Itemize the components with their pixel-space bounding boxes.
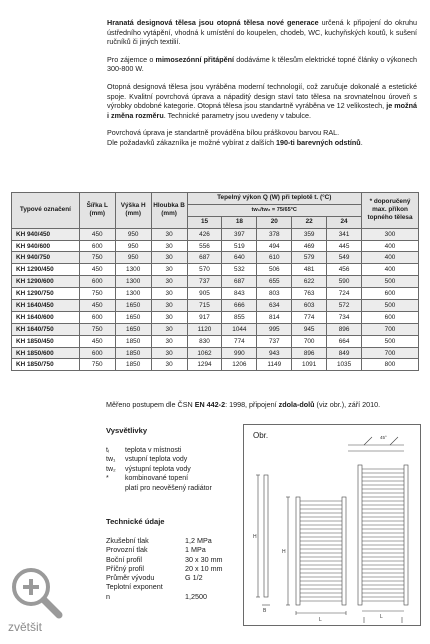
svg-text:L: L — [319, 617, 322, 623]
row-type-cell: KH 1290/750 — [12, 288, 80, 300]
perspective-view-rungs — [362, 469, 404, 601]
table-cell: 1035 — [327, 359, 362, 371]
tech-value: 1,2500 — [185, 591, 207, 601]
table-cell: 600 — [79, 276, 115, 288]
table-cell: 30 — [151, 264, 187, 276]
table-cell: 450 — [79, 228, 115, 240]
tech-item — [106, 573, 223, 582]
table-cell: 359 — [292, 228, 327, 240]
table-cell: 30 — [151, 228, 187, 240]
table-cell: 995 — [257, 323, 292, 335]
table-cell: 750 — [79, 252, 115, 264]
table-cell: 1062 — [187, 347, 222, 359]
table-cell: 600 — [79, 347, 115, 359]
legend-item — [106, 446, 212, 455]
header-width: Šířka L (mm) — [79, 193, 115, 229]
header-temp-cell: 20 — [257, 216, 292, 228]
table-cell: 450 — [79, 264, 115, 276]
table-cell: 917 — [187, 311, 222, 323]
table-cell: 750 — [79, 359, 115, 371]
header-temp-cell: 24 — [327, 216, 362, 228]
row-type-cell: KH 1850/600 — [12, 347, 80, 359]
intro-paragraph-2: Pro zájemce o mimosezónní přitápění dodáváme k tělesům elektrické topné články o výkonech 300-800 W. — [107, 54, 418, 74]
measurement-note: Měřeno postupem dle ČSN EN 442-2: 1998, připojení zdola-dolů (viz obr.), září 2010. — [106, 400, 381, 409]
table-cell: 750 — [79, 323, 115, 335]
intro-paragraph-4: Povrchová úprava je standartně prováděna bílou práškovou barvou RAL. Dle požadavků zákazníka je možné vybírat z dalších 190-ti barevných odstínů. — [107, 128, 363, 147]
tech-key: Zkušební tlak — [106, 536, 149, 545]
header-depth: Hloubka B (mm) — [151, 193, 187, 229]
side-view — [256, 475, 270, 605]
tech-value: 1,2 MPa — [185, 536, 212, 545]
header-output: Tepelný výkon Q (W) při teplotě t. (°C) — [187, 193, 361, 205]
header-type: Typové označení — [12, 193, 80, 229]
table-cell: 600 — [79, 240, 115, 252]
table-row — [12, 240, 419, 252]
table-cell: 30 — [151, 276, 187, 288]
row-type-cell: KH 1850/450 — [12, 335, 80, 347]
table-cell: 1206 — [222, 359, 257, 371]
table-cell: 1850 — [115, 335, 151, 347]
table-cell: 532 — [222, 264, 257, 276]
table-cell: 1650 — [115, 300, 151, 312]
table-cell: 700 — [292, 335, 327, 347]
table-cell: 896 — [327, 323, 362, 335]
tech-item — [106, 536, 223, 545]
table-cell: 763 — [292, 288, 327, 300]
legend-symbol: * — [106, 475, 109, 483]
svg-text:H: H — [253, 534, 257, 540]
intro-paragraph-1: Hranatá designová tělesa jsou otopná tělesa nové generace určená k připojení do okruhu ústředního vytápění, vhodná k umístění do koupelen, chodeb, WC, kuchyňských koutů, k sušení ručníků či jiných textilií. — [107, 18, 417, 47]
table-cell: 700 — [362, 323, 419, 335]
table-cell: 500 — [362, 300, 419, 312]
row-type-cell: KH 1640/600 — [12, 311, 80, 323]
table-cell: 572 — [327, 300, 362, 312]
header-element: * doporučený max. příkon topného tělesa — [362, 193, 419, 229]
table-cell: 450 — [79, 335, 115, 347]
tech-value: 1 MPa — [185, 545, 206, 555]
legend-item — [106, 474, 212, 483]
row-type-cell: KH 1640/450 — [12, 300, 80, 312]
table-cell: 1120 — [187, 323, 222, 335]
table-cell: 1300 — [115, 276, 151, 288]
table-cell: 666 — [222, 300, 257, 312]
table-cell: 400 — [362, 252, 419, 264]
tech-value: G 1/2 — [185, 573, 203, 583]
table-cell: 450 — [79, 300, 115, 312]
legend-item — [106, 484, 212, 493]
tech-key: Teplotní exponent — [106, 582, 163, 592]
table-cell: 855 — [222, 311, 257, 323]
legend-list — [106, 446, 212, 493]
svg-text:H: H — [282, 549, 286, 555]
table-cell: 506 — [257, 264, 292, 276]
table-cell: 905 — [187, 288, 222, 300]
table-cell: 943 — [257, 347, 292, 359]
table-cell: 469 — [292, 240, 327, 252]
tech-value: 20 x 10 mm — [185, 563, 223, 573]
table-cell: 610 — [257, 252, 292, 264]
tech-value: 30 x 30 mm — [185, 554, 223, 564]
tech-item — [106, 545, 223, 554]
radiator-diagram — [243, 424, 421, 626]
zoom-label[interactable]: zvětšit — [8, 620, 43, 634]
row-type-cell: KH 940/750 — [12, 252, 80, 264]
table-cell: 30 — [151, 347, 187, 359]
table-cell: 556 — [187, 240, 222, 252]
table-cell: 30 — [151, 311, 187, 323]
table-cell: 1850 — [115, 347, 151, 359]
table-cell: 570 — [187, 264, 222, 276]
table-cell: 1294 — [187, 359, 222, 371]
table-cell: 590 — [327, 276, 362, 288]
tech-list — [106, 536, 223, 601]
tech-item — [106, 564, 223, 573]
table-cell: 445 — [327, 240, 362, 252]
legend-text: kombinované topení — [125, 475, 189, 483]
table-cell: 655 — [257, 276, 292, 288]
header-temp-cell: 15 — [187, 216, 222, 228]
tech-key: Boční profil — [106, 554, 142, 564]
table-cell: 549 — [327, 252, 362, 264]
row-type-cell: KH 1640/750 — [12, 323, 80, 335]
legend-text: vstupní teplota vody — [125, 456, 188, 464]
legend-symbol: tw₁ — [106, 456, 116, 464]
table-cell: 737 — [187, 276, 222, 288]
perspective-view — [358, 465, 408, 623]
tech-key: Příčný profil — [106, 563, 144, 573]
legend-text: platí pro neověšený radiátor — [125, 484, 212, 492]
table-cell: 640 — [222, 252, 257, 264]
table-cell: 341 — [327, 228, 362, 240]
table-cell: 494 — [257, 240, 292, 252]
table-row — [12, 228, 419, 240]
table-cell: 803 — [257, 288, 292, 300]
table-row — [12, 311, 419, 323]
legend-item — [106, 455, 212, 464]
svg-text:B: B — [263, 608, 267, 614]
table-cell: 30 — [151, 252, 187, 264]
radiator-drawing — [244, 425, 420, 625]
table-cell: 774 — [292, 311, 327, 323]
table-cell: 774 — [222, 335, 257, 347]
table-cell: 500 — [362, 335, 419, 347]
table-row — [12, 347, 419, 359]
table-cell: 378 — [257, 228, 292, 240]
table-cell: 600 — [362, 288, 419, 300]
table-cell: 990 — [222, 347, 257, 359]
tech-item — [106, 592, 223, 601]
table-cell: 1044 — [222, 323, 257, 335]
legend-symbol — [106, 484, 125, 493]
table-cell: 400 — [362, 264, 419, 276]
top-view-detail — [348, 437, 404, 451]
tech-item — [106, 582, 223, 591]
legend-text: teplota v místnosti — [125, 447, 182, 454]
table-cell: 579 — [292, 252, 327, 264]
table-cell: 600 — [79, 311, 115, 323]
table-cell: 687 — [222, 276, 257, 288]
table-cell: 715 — [187, 300, 222, 312]
table-row — [12, 288, 419, 300]
legend-symbol: tw₂ — [106, 465, 116, 473]
front-view — [286, 497, 346, 615]
table-cell: 950 — [115, 240, 151, 252]
table-cell: 734 — [327, 311, 362, 323]
row-type-cell: KH 1290/600 — [12, 276, 80, 288]
spec-table-body — [12, 228, 419, 371]
table-row — [12, 276, 419, 288]
table-cell: 849 — [327, 347, 362, 359]
table-row — [12, 252, 419, 264]
table-cell: 737 — [257, 335, 292, 347]
table-row — [12, 264, 419, 276]
table-cell: 664 — [327, 335, 362, 347]
table-cell: 30 — [151, 240, 187, 252]
table-cell: 600 — [362, 311, 419, 323]
legend-title: Vysvětlivky — [106, 426, 148, 435]
table-cell: 30 — [151, 359, 187, 371]
table-cell: 1650 — [115, 311, 151, 323]
table-cell: 30 — [151, 300, 187, 312]
spec-table — [11, 192, 419, 371]
table-cell: 30 — [151, 288, 187, 300]
table-row — [12, 359, 419, 371]
table-cell: 843 — [222, 288, 257, 300]
table-row — [12, 300, 419, 312]
table-cell: 750 — [79, 288, 115, 300]
table-cell: 700 — [362, 347, 419, 359]
table-cell: 400 — [362, 240, 419, 252]
legend-symbol: tᵢ — [106, 447, 110, 454]
intro-text — [107, 18, 417, 156]
table-cell: 30 — [151, 335, 187, 347]
tech-title: Technické údaje — [106, 517, 165, 526]
table-cell: 1300 — [115, 264, 151, 276]
table-cell: 1149 — [257, 359, 292, 371]
table-cell: 500 — [362, 276, 419, 288]
table-cell: 800 — [362, 359, 419, 371]
table-cell: 814 — [257, 311, 292, 323]
tech-item — [106, 555, 223, 564]
table-cell: 896 — [292, 347, 327, 359]
row-type-cell: KH 1850/750 — [12, 359, 80, 371]
header-temp-cell: 18 — [222, 216, 257, 228]
table-cell: 519 — [222, 240, 257, 252]
table-cell: 1091 — [292, 359, 327, 371]
table-cell: 622 — [292, 276, 327, 288]
table-row — [12, 335, 419, 347]
legend-text: výstupní teplota vody — [125, 465, 191, 473]
header-output-condition: tw₁/tw₂ = 75/65°C — [187, 204, 361, 216]
table-cell: 724 — [327, 288, 362, 300]
table-cell: 945 — [292, 323, 327, 335]
table-cell: 300 — [362, 228, 419, 240]
legend-item — [106, 465, 212, 474]
table-cell: 1300 — [115, 288, 151, 300]
table-cell: 426 — [187, 228, 222, 240]
table-cell: 603 — [292, 300, 327, 312]
table-cell: 1850 — [115, 359, 151, 371]
table-cell: 481 — [292, 264, 327, 276]
table-cell: 830 — [187, 335, 222, 347]
row-type-cell: KH 1290/450 — [12, 264, 80, 276]
table-cell: 634 — [257, 300, 292, 312]
table-cell: 950 — [115, 252, 151, 264]
angle-label: 45° — [380, 435, 387, 440]
figure-label: Obr. — [253, 431, 269, 440]
tech-key: n — [106, 591, 110, 601]
table-cell: 30 — [151, 323, 187, 335]
intro-paragraph-3: Otopná designová tělesa jsou vyráběna moderní technologií, což zaručuje dokonalé a estetické spoje. Kvalitní povrchová úprava a nápaditý design staví tato tělesa na srovnatelnou úroveň s výrobky obdobné kategorie. Otopná tělesa jsou standartně vyráběna ve 12 velikostech, je možná i změna rozměru. Technické parametry jsou uvedeny v tabulce. — [107, 81, 417, 120]
header-height: Výška H (mm) — [115, 193, 151, 229]
row-type-cell: KH 940/600 — [12, 240, 80, 252]
row-type-cell: KH 940/450 — [12, 228, 80, 240]
table-cell: 1650 — [115, 323, 151, 335]
table-cell: 456 — [327, 264, 362, 276]
table-cell: 687 — [187, 252, 222, 264]
svg-text:L: L — [380, 614, 383, 620]
table-cell: 950 — [115, 228, 151, 240]
table-row — [12, 323, 419, 335]
table-cell: 397 — [222, 228, 257, 240]
header-temp-cell: 22 — [292, 216, 327, 228]
front-view-rungs — [300, 501, 342, 601]
tech-key: Průměr vývodu — [106, 573, 155, 583]
tech-key: Provozní tlak — [106, 545, 148, 555]
